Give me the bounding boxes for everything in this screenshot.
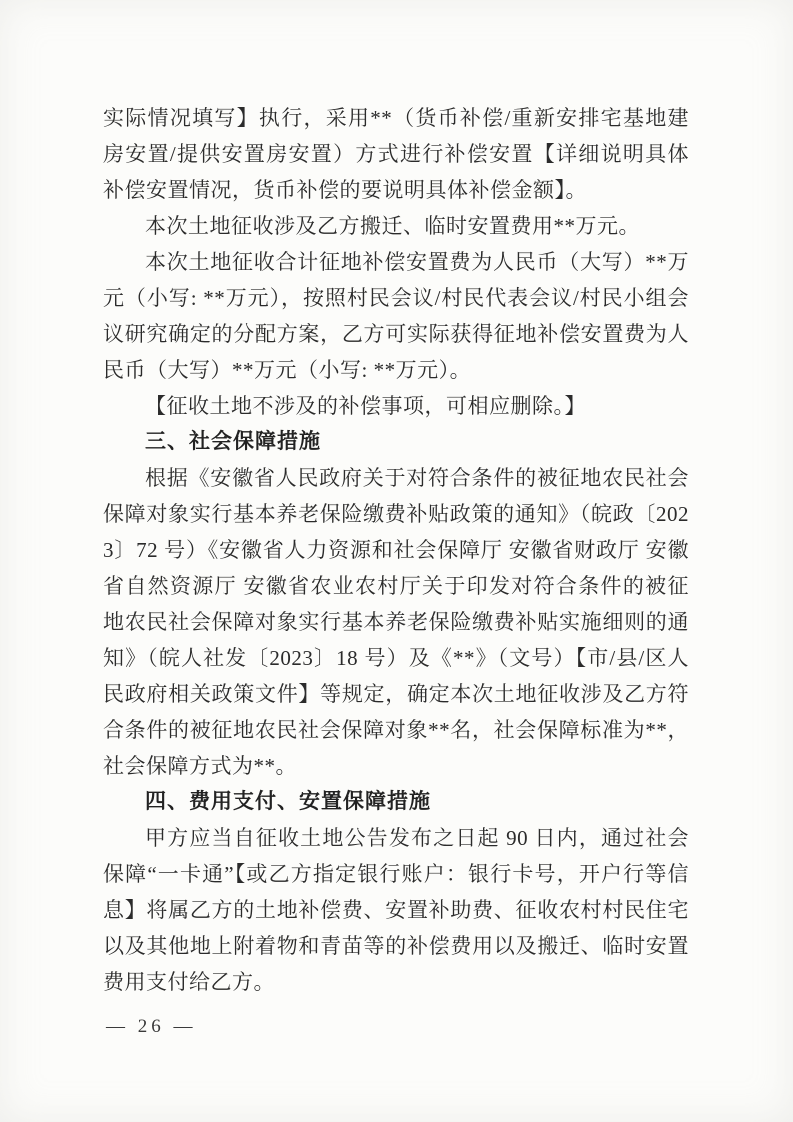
paragraph: 本次土地征收合计征地补偿安置费为人民币（大写）**万元（小写: **万元），按照村民会议/村民代表会议/村民小组会议研究确定的分配方案，乙方可实际获得征地补偿安置费为人民币（大写）**万元（小写: **万元）。 — [103, 250, 689, 382]
paragraph: 根据《安徽省人民政府关于对符合条件的被征地农民社会保障对象实行基本养老保险缴费补贴政策的通知》（皖政〔2023〕72 号）《安徽省人力资源和社会保障厅 安徽省财政厅 安徽省自然资源厅 安徽省农业农村厅关于印发对符合条件的被征地农民社会保障对象实行基本养老保险缴费补贴实施细则的通知》（皖人社发〔2023〕18 号）及《**》（文号）【市/县/区人民政府相关政策文件】等规定，确定本次土地征收涉及乙方符合条件的被征地农民社会保障对象**名，社会保障标准为**，社会保障方式为**。 — [103, 466, 689, 778]
section-heading: 四、费用支付、安置保障措施 — [145, 790, 431, 813]
paragraph: 甲方应当自征收土地公告发布之日起 90 日内，通过社会保障“一卡通”【或乙方指定银行账户：银行卡号，开户行等信息】将属乙方的土地补偿费、安置补助费、征收农村村民住宅以及其他地上附着物和青苗等的补偿费用以及搬迁、临时安置费用支付给乙方。 — [103, 826, 689, 994]
paragraph: 【征收土地不涉及的补偿事项，可相应删除。】 — [145, 394, 586, 418]
section-heading: 三、社会保障措施 — [145, 430, 321, 453]
paragraph: 实际情况填写】执行，采用**（货币补偿/重新安排宅基地建房安置/提供安置房安置）方式进行补偿安置【详细说明具体补偿安置情况，货币补偿的要说明具体补偿金额】。 — [103, 106, 689, 202]
page-number: — 26 — — [106, 1016, 197, 1037]
paragraph: 本次土地征收涉及乙方搬迁、临时安置费用**万元。 — [145, 214, 640, 238]
document-body — [103, 100, 689, 1000]
